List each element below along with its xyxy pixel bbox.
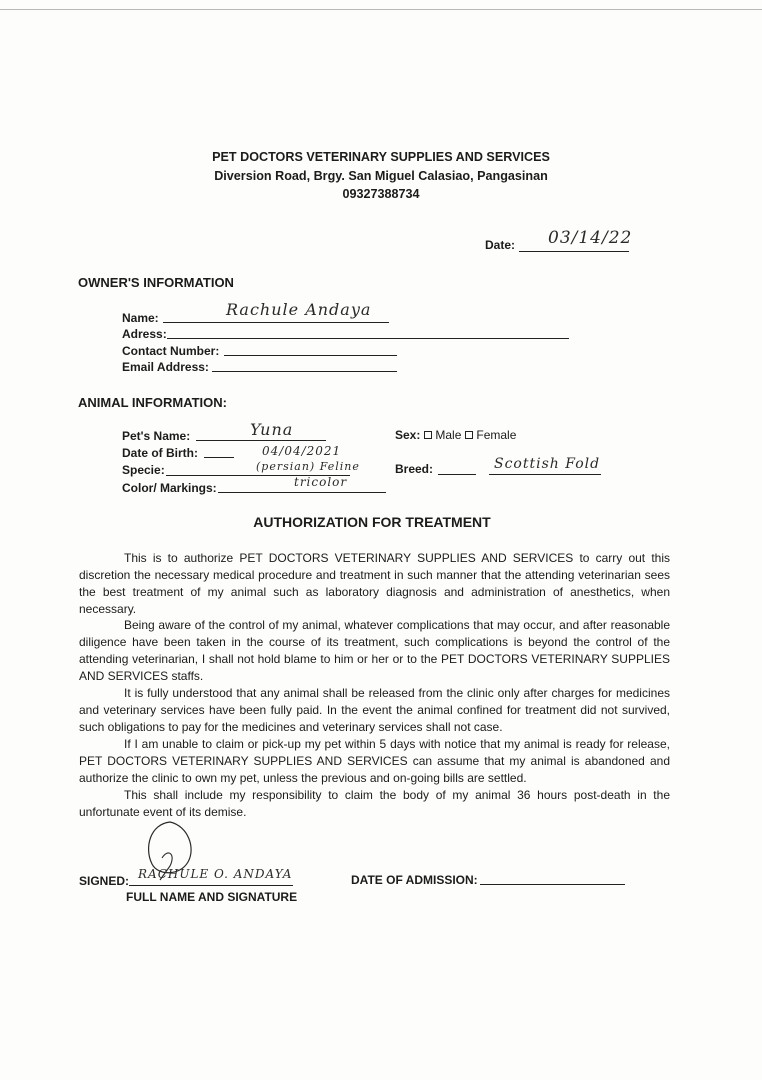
date-value: 03/14/22 — [548, 228, 633, 248]
sex-female-label: Female — [476, 428, 517, 442]
admission-line — [480, 884, 625, 885]
color-line — [218, 492, 386, 493]
dob-line — [204, 457, 234, 458]
owner-section-title: OWNER'S INFORMATION — [78, 275, 234, 290]
owner-contact-label: Contact Number: — [122, 344, 220, 358]
clinic-name: PET DOCTORS VETERINARY SUPPLIES AND SERVICES — [212, 150, 550, 164]
color-label: Color/ Markings: — [122, 481, 217, 495]
authorization-paragraph-5: This shall include my responsibility to claim the body of my animal 36 hours post-death in the unfortunate event of its demise. — [79, 788, 670, 819]
sex-label: Sex: — [395, 428, 421, 442]
signed-label: SIGNED: — [79, 874, 130, 888]
signed-value: RACHULE O. ANDAYA — [138, 867, 293, 881]
owner-email-line — [212, 371, 397, 372]
breed-line — [438, 474, 476, 475]
owner-address-label: Adress: — [122, 327, 167, 341]
sex-female-checkbox[interactable] — [465, 431, 473, 439]
clinic-address: Diversion Road, Brgy. San Miguel Calasiao, Pangasinan — [214, 169, 548, 183]
authorization-paragraph-4: If I am unable to claim or pick-up my pet within 5 days with notice that my animal is ready for release, PET DOCTORS VETERINARY SUPPLIES AND SERVICES can assume that my animal is abandoned and authorize the clinic to own my pet, unless the previous and on-going bills are settled. — [79, 737, 670, 785]
owner-contact-line — [224, 355, 397, 356]
pet-name-value: Yuna — [250, 420, 294, 439]
authorization-paragraph-3: It is fully understood that any animal shall be released from the clinic only after charges for medicines and veterinary services have been fully paid. In the event the animal confined for treatment did not survived, such obligations to pay for the medicines and veterinary services shall not case. — [79, 686, 670, 734]
date-label: Date: — [485, 238, 516, 252]
breed-value: Scottish Fold — [494, 456, 601, 472]
sex-male-label: Male — [435, 428, 462, 442]
scan-edge-line — [0, 9, 762, 10]
sex-field — [395, 428, 516, 442]
color-value: tricolor — [294, 475, 348, 489]
pet-name-label: Pet's Name: — [122, 429, 191, 443]
owner-address-line — [167, 338, 569, 339]
signature-caption: FULL NAME AND SIGNATURE — [126, 890, 298, 904]
admission-label: DATE OF ADMISSION: — [351, 873, 478, 887]
signed-line — [129, 885, 293, 886]
dob-label: Date of Birth: — [122, 446, 198, 460]
date-line — [519, 251, 629, 252]
owner-name-value: Rachule Andaya — [226, 300, 372, 319]
pet-name-line — [196, 440, 326, 441]
specie-value: (persian) Feline — [256, 460, 360, 473]
breed-label: Breed: — [395, 462, 434, 476]
sex-male-checkbox[interactable] — [424, 431, 432, 439]
owner-name-line — [163, 322, 389, 323]
animal-section-title: ANIMAL INFORMATION: — [78, 395, 227, 410]
specie-label: Specie: — [122, 463, 165, 477]
authorization-paragraph-1: This is to authorize PET DOCTORS VETERINARY SUPPLIES AND SERVICES to carry out this discretion the necessary medical procedure and treatment in such manner that the attending veterinarian sees the best treatment of my animal such as laboratory diagnosis and administration of anesthetics, when necessary. — [79, 551, 670, 616]
authorization-title: AUTHORIZATION FOR TREATMENT — [253, 514, 491, 530]
breed-value-line — [489, 474, 601, 475]
authorization-paragraph-2: Being aware of the control of my animal, whatever complications that may occur, and after reasonable diligence have been taken in the course of its treatment, such complications is beyond the control of the attending veterinarian, I shall not hold blame to him or her or to the PET DOCTORS VETERINARY SUPPLIES AND SERVICES staffs. — [79, 618, 670, 683]
owner-name-label: Name: — [122, 311, 159, 325]
dob-value: 04/04/2021 — [262, 444, 342, 458]
clinic-phone: 09327388734 — [342, 187, 420, 201]
owner-email-label: Email Address: — [122, 360, 209, 374]
